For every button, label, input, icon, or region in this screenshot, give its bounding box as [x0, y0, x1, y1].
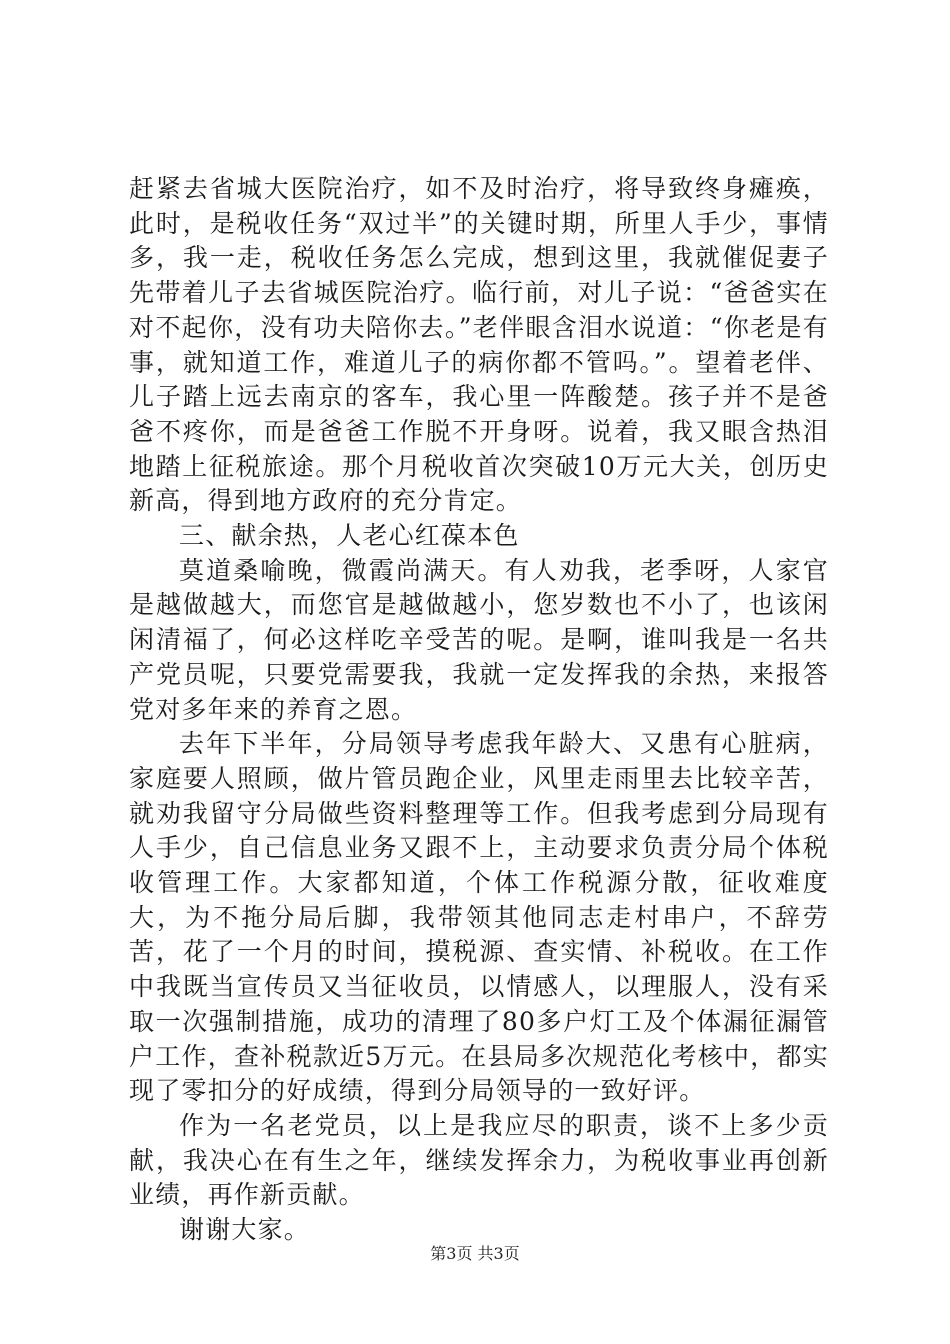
document-body	[129, 172, 829, 1248]
paragraph: 作为一名老党员，以上是我应尽的职责，谈不上多少贡献，我决心在有生之年，继续发挥余力，为税收事业再创新业绩，再作新贡献。	[129, 1110, 829, 1210]
section-heading: 三、献余热，人老心红葆本色	[179, 521, 520, 551]
closing-line: 谢谢大家。	[179, 1215, 311, 1245]
paragraph: 莫道桑喻晚，微霞尚满天。有人劝我，老季呀，人家官是越做越大，而您官是越做越小，您岁数也不小了，也该闲闲清福了，何必这样吃辛受苦的呢。是啊，谁叫我是一名共产党员呢，只要党需要我，我就一定发挥我的余热，来报答党对多年来的养育之恩。	[129, 555, 829, 724]
paragraph-continuation: 赶紧去省城大医院治疗，如不及时治疗，将导致终身瘫痪，此时，是税收任务“双过半”的关键时期，所里人手少，事情多，我一走，税收任务怎么完成，想到这里，我就催促妻子先带着儿子去省城医院治疗。临行前，对儿子说：“爸爸实在对不起你，没有功夫陪你去。”老伴眼含泪水说道：“你老是有事，就知道工作，难道儿子的病你都不管吗。”。望着老伴、儿子踏上远去南京的客车，我心里一阵酸楚。孩子并不是爸爸不疼你，而是爸爸工作脱不开身呀。说着，我又眼含热泪地踏上征税旅途。那个月税收首次突破10万元大关，创历史新高，得到地方政府的充分肯定。	[129, 174, 829, 516]
page-number-footer: 第3页 共3页	[430, 1244, 520, 1263]
paragraph: 去年下半年，分局领导考虑我年龄大、又患有心脏病，家庭要人照顾，做片管员跑企业，风里走雨里去比较辛苦，就劝我留守分局做些资料整理等工作。但我考虑到分局现有人手少，自己信息业务又跟不上，主动要求负责分局个体税收管理工作。大家都知道，个体工作税源分散，征收难度大，为不拖分局后脚，我带领其他同志走村串户，不辞劳苦，花了一个月的时间，摸税源、查实情、补税收。在工作中我既当宣传员又当征收员，以情感人，以理服人，没有采取一次强制措施，成功的清理了80多户灯工及个体漏征漏管户工作，查补税款近5万元。在县局多次规范化考核中，都实现了零扣分的好成绩，得到分局领导的一致好评。	[129, 729, 829, 1106]
